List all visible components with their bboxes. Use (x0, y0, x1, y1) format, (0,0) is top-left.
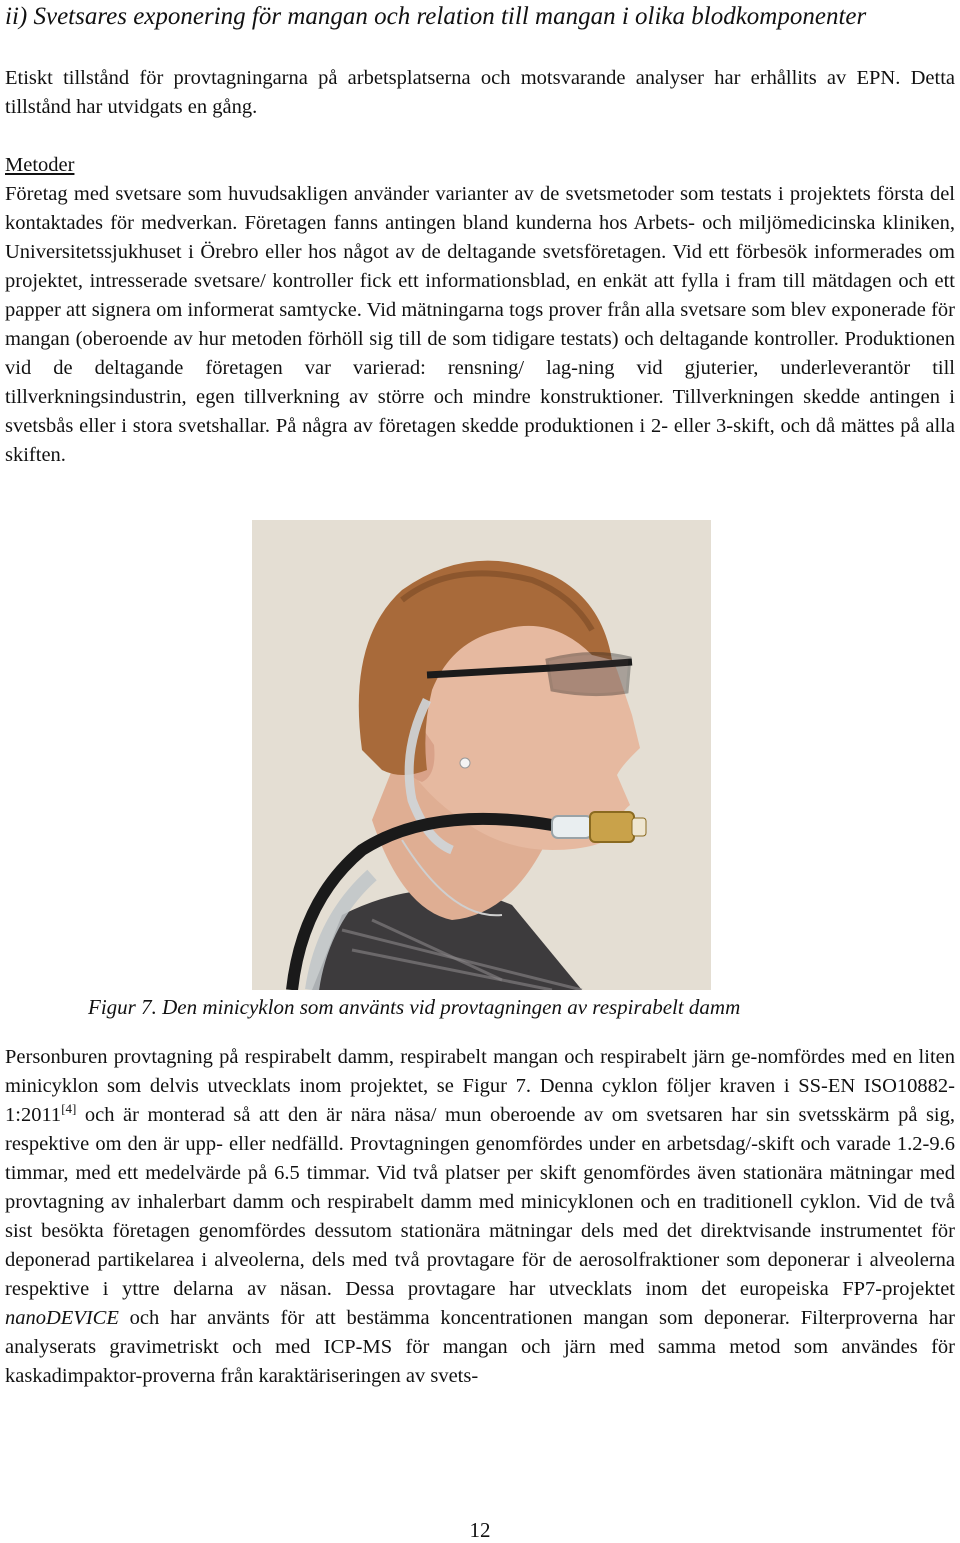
reference-superscript: [4] (61, 1101, 77, 1117)
figure-caption: Figur 7. Den minicyklon som använts vid provtagningen av respirabelt damm (88, 995, 741, 1019)
sampling-text-part3: och har använts för att bestämma koncentrationen mangan som deponerar. Filterproverna har analyserats gravimetriskt och med ICP-MS för mangan och järn med samma metod som användes för kaskadimpaktor-proverna från karaktäriseringen av svets- (5, 1307, 955, 1387)
sampling-text-part2: och är monterad så att den är nära näsa/ mun oberoende av om svetsaren har sin svetsskärm på sig, respektive om den är upp- eller nedfälld. Provtagningen genomfördes under en arbetsdag/-skift och varade 1.2-9.6 timmar, med ett medelvärde på 6.5 timmar. Vid två platser per skift genomfördes även stationära mätningar med provtagning av inhalerbart damm och respirabelt damm med minicyklonen och en traditionell cyklon. Vid de två sist besökta företagen genomfördes dessutom stationära mätningar dels med det direktvisande instrumentet för deponerad partikelarea i alveolerna, dels med två provtagare för de aerosolfraktioner som deponerar i alveolerna respektive i yttre delarna av näsan. Dessa provtagare har utvecklats inom det europeiska FP7-projektet (5, 1104, 955, 1300)
methods-heading: Metoder (5, 154, 75, 176)
sampling-paragraph (5, 1043, 955, 1391)
methods-paragraph: Företag med svetsare som huvudsakligen använder varianter av de svetsmetoder som testats i projektets första del kontaktades för medverkan. Företagen fanns antingen bland kunderna hos Arbets- och miljömedicinska kliniken, Universitetssjukhuset i Örebro eller hos något av de deltagande svetsföretagen. Vid ett förbesök informerades om projektet, intresserade svetsare/ kontroller fick ett informationsblad, en enkät att fylla i fram till mätdagen och ett papper att signera om informerat samtycke. Vid mätningarna togs prover från alla svetsare som blev exponerade för mangan (oberoende av hur metoden förhöll sig till de som tidigare testats) och deltagande kontroller. Produktionen vid de deltagande företagen var varierad: rensning/ lag-ning vid gjuterier, underleverantör till tillverkningsindustrin, egen tillverkning av större och mindre konstruktioner. Tillverkningen skedde antingen i svetsbås eller i stora svetshallar. På några av företagen skedde produktionen i 2- eller 3-skift, och då mättes på alla skiften. (5, 183, 955, 466)
photo-illustration (252, 520, 711, 990)
project-name: nanoDEVICE (5, 1307, 119, 1329)
page-number: 12 (469, 1518, 491, 1542)
section-heading: ii) Svetsares exponering för mangan och relation till mangan i olika blodkomponenter (5, 3, 867, 30)
sampling-text-part1: Personburen provtagning på respirabelt damm, respirabelt mangan och respirabelt järn ge-nomfördes med en liten minicyklon som delvis utvecklats inom projektet, se Figur 7. Denna cyklon följer kraven i SS-EN ISO10882-1:2011 (5, 1046, 955, 1126)
minicyclone-photo (252, 520, 711, 990)
ethics-paragraph: Etiskt tillstånd för provtagningarna på arbetsplatserna och motsvarande analyser har erhållits av EPN. Detta tillstånd har utvidgats en gång. (5, 67, 955, 118)
